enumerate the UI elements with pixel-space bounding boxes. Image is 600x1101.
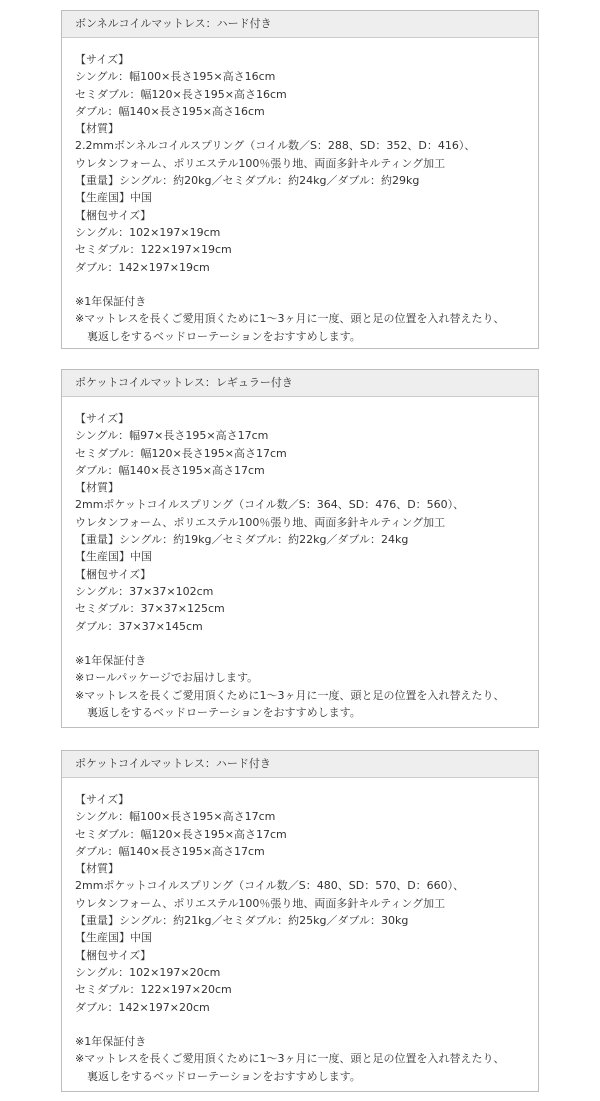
note-line: 裏返しをするベッドローテーションをおすすめします。 <box>87 329 361 343</box>
panel-title: ポケットコイルマットレス：ハード付き <box>62 751 538 778</box>
panel-body <box>62 38 538 345</box>
spec-line: 【材質】 <box>75 122 119 136</box>
spec-line: 2.2mmボンネルコイルスプリング（コイル数／S：288、SD：352、D：416）、 <box>75 139 476 153</box>
spacer <box>75 1016 538 1033</box>
note-line: ※1年保証付き <box>75 295 147 309</box>
spec-line: 【サイズ】 <box>75 793 130 806</box>
spec-line: セミダブル：幅120×長さ195×高さ17cm <box>75 827 287 841</box>
spec-line: セミダブル：幅120×長さ195×高さ17cm <box>75 446 287 460</box>
spec-line: 【材質】 <box>75 862 119 876</box>
spec-line: 【梱包サイズ】 <box>75 208 152 222</box>
spec-line: 【材質】 <box>75 481 119 495</box>
note-line: ※マットレスを長くご愛用頂くために1～3ヶ月に一度、頭と足の位置を入れ替えたり、 <box>75 688 505 702</box>
spec-line: 【サイズ】 <box>75 53 130 66</box>
spec-line: ダブル：幅140×長さ195×高さ16cm <box>75 104 265 118</box>
spec-line: シングル：102×197×20cm <box>75 965 221 979</box>
spec-line: ダブル：37×37×145cm <box>75 619 203 633</box>
spec-line: セミダブル：幅120×長さ195×高さ16cm <box>75 87 287 101</box>
note-line: ※1年保証付き <box>75 1035 147 1049</box>
note-line: ※1年保証付き <box>75 654 147 668</box>
spec-line: ウレタンフォーム、ポリエステル100％張り地、両面多針キルティング加工 <box>75 156 446 170</box>
spec-line: シングル：幅100×長さ195×高さ17cm <box>75 810 276 824</box>
spec-line: 【重量】シングル：約19kg／セミダブル：約22kg／ダブル：24kg <box>75 533 409 547</box>
spec-line: シングル：37×37×102cm <box>75 584 214 598</box>
spec-line: ウレタンフォーム、ポリエステル100％張り地、両面多針キルティング加工 <box>75 515 446 529</box>
spec-line: 2mmポケットコイルスプリング（コイル数／S：364、SD：476、D：560）、 <box>75 498 465 512</box>
spec-line: シングル：幅100×長さ195×高さ16cm <box>75 70 276 84</box>
note-line: ※ロールパッケージでお届けします。 <box>75 671 259 685</box>
spec-line: 2mmポケットコイルスプリング（コイル数／S：480、SD：570、D：660）、 <box>75 879 465 893</box>
note-line: 裏返しをするベッドローテーションをおすすめします。 <box>87 1069 361 1083</box>
spec-line: 【梱包サイズ】 <box>75 948 152 962</box>
spec-line: セミダブル：122×197×20cm <box>75 983 232 997</box>
note-line: ※マットレスを長くご愛用頂くために1～3ヶ月に一度、頭と足の位置を入れ替えたり、 <box>75 1052 505 1066</box>
note-line: ※マットレスを長くご愛用頂くために1～3ヶ月に一度、頭と足の位置を入れ替えたり、 <box>75 312 505 326</box>
spec-line: セミダブル：37×37×125cm <box>75 602 225 616</box>
spec-panel-pocket-regular <box>61 369 539 728</box>
spec-line: シングル：幅97×長さ195×高さ17cm <box>75 429 269 443</box>
spec-line: ウレタンフォーム、ポリエステル100％張り地、両面多針キルティング加工 <box>75 896 446 910</box>
panel-title: ポケットコイルマットレス：レギュラー付き <box>62 370 538 397</box>
spec-line: 【重量】シングル：約21kg／セミダブル：約25kg／ダブル：30kg <box>75 914 409 928</box>
spec-line: ダブル：幅140×長さ195×高さ17cm <box>75 463 265 477</box>
spec-line: ダブル：幅140×長さ195×高さ17cm <box>75 844 265 858</box>
spec-line: 【生産国】中国 <box>75 931 152 945</box>
spec-line: シングル：102×197×19cm <box>75 225 221 239</box>
spec-panel-pocket-hard <box>61 750 539 1092</box>
spec-panel-bonnell-hard <box>61 10 539 349</box>
spacer <box>75 635 538 652</box>
spec-line: 【重量】シングル：約20kg／セミダブル：約24kg／ダブル：約29kg <box>75 174 420 188</box>
panel-body <box>62 778 538 1085</box>
panel-body <box>62 397 538 721</box>
spec-line: ダブル：142×197×20cm <box>75 1000 210 1014</box>
spacer <box>75 276 538 293</box>
note-line: 裏返しをするベッドローテーションをおすすめします。 <box>87 706 361 720</box>
panel-title: ボンネルコイルマットレス：ハード付き <box>62 11 538 38</box>
spec-line: セミダブル：122×197×19cm <box>75 243 232 257</box>
spec-line: 【生産国】中国 <box>75 550 152 564</box>
spec-line: 【梱包サイズ】 <box>75 567 152 581</box>
spec-line: 【生産国】中国 <box>75 191 152 205</box>
spec-line: ダブル：142×197×19cm <box>75 260 210 274</box>
spec-line: 【サイズ】 <box>75 412 130 425</box>
